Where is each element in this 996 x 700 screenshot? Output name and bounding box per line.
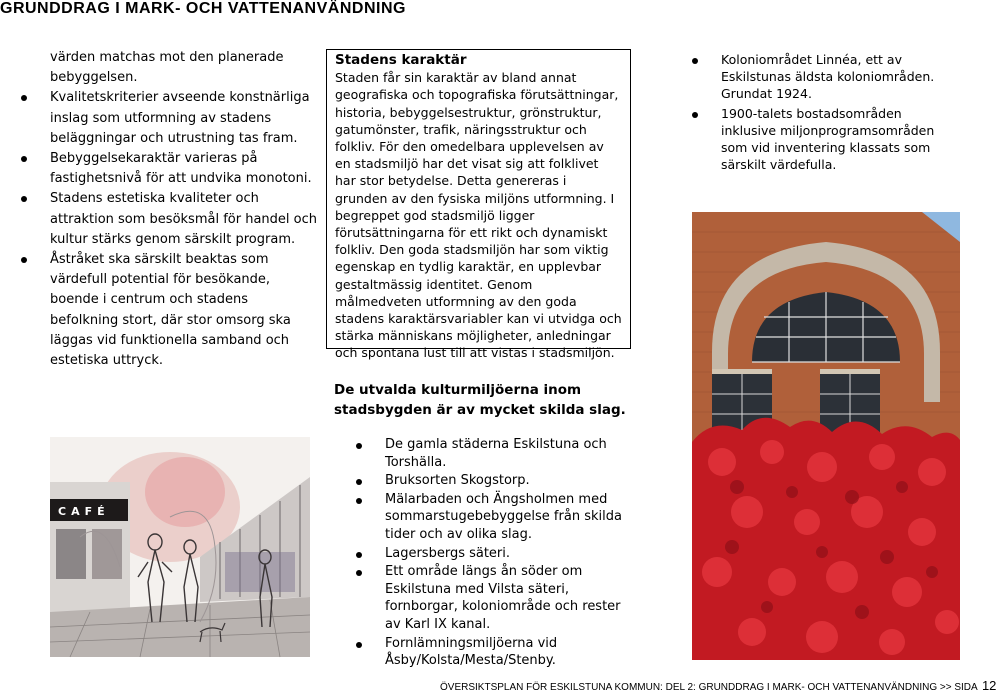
bullet-icon: [21, 196, 27, 202]
footer-text: ÖVERSIKTSPLAN FÖR ESKILSTUNA KOMMUN: DEL 2: GRUNDDRAG I MARK- OCH VATTENANVÄNDNING: [440, 682, 938, 693]
bullet-icon: [21, 156, 27, 162]
bullet-icon: [356, 443, 362, 449]
list-item: Koloniområdet Linnéa, ett av Eskilstunas äldsta koloniområden. Grundat 1924.: [721, 51, 956, 103]
info-box: [326, 49, 631, 361]
list-item: Stadens estetiska kvaliteter och attraktion som besöksmål för handel och kultur stärks genom särskilt program.: [50, 189, 320, 250]
list-item: Åstråket ska särskilt beaktas som värdefull potential för besökande, boende i centrum och stadens befolkning stort, där stor omsorg ska läggas vid funktionella samband och estetiska uttryck.: [50, 250, 320, 371]
page-footer: [440, 678, 996, 695]
bullet-icon: [21, 257, 27, 263]
continuation-text: värden matchas mot den planerade bebyggelsen.: [50, 50, 284, 86]
list-item: De gamla städerna Eskilstuna och Torshälla.: [385, 436, 635, 471]
list-item: Bebyggelsekaraktär varieras på fastighetsnivå för att undvika monotoni.: [50, 149, 320, 189]
bullet-icon: [692, 112, 698, 118]
bullet-icon: [692, 58, 698, 64]
page-number: 12: [981, 678, 996, 693]
footer-separator: >>: [939, 682, 952, 693]
list-item: 1900-talets bostadsområden inklusive miljonprogramsområden som vid inventering klassats som särskilt värdefulla.: [721, 105, 956, 174]
cafe-sign-text: CAFÉ: [58, 505, 110, 518]
bullet-icon: [356, 570, 362, 576]
list-item: Fornlämningsmiljöerna vid Åsby/Kolsta/Mesta/Stenby.: [385, 635, 635, 670]
bullet-icon: [356, 552, 362, 558]
info-box-body: Staden får sin karaktär av bland annat geografiska och topografiska förutsättningar, historia, bebyggelsestruktur, grönstruktur, gatumönster, trafik, näringsstruktur och folkliv. För den omedelbara upplevelsen av en stadsmiljö har det visat sig att folklivet har stor betydelse. Detta genereras i grunden av den fysiska miljöns utformning. I begreppet god stadsmiljö ligger förutsättningarna för ett rikt och dynamiskt folkliv. Den goda stadsmiljön har som viktig egenskap en tydlig karaktär, en upplevbar gestaltmässig identitet. Genom målmedveten utformning av den goda stadens karaktärsvariabler kan vi utvidga och stärka människans möjligheter, anledningar och spontana lust till att vistas i stadsmiljön.: [335, 70, 622, 361]
list-item: Kvalitetskriterier avseende konstnärliga inslag som utformning av stadens beläggningar och utrustning tas fram.: [50, 88, 320, 149]
list-item: Bruksorten Skogstorp.: [385, 472, 635, 490]
street-cafe-sketch-illustration: [50, 437, 310, 657]
residential-areas-list: [721, 51, 956, 175]
criteria-list: [50, 88, 320, 371]
section-subheading: De utvalda kulturmiljöerna inom stadsbygden är av mycket skilda slag.: [334, 382, 626, 418]
page-header-title: GRUNDDRAG I MARK- OCH VATTENANVÄNDNING: [0, 0, 406, 17]
bullet-icon: [356, 498, 362, 504]
cultural-environments-list: [385, 436, 635, 671]
brick-building-photo: [692, 212, 960, 660]
bullet-icon: [21, 95, 27, 101]
list-item: Ett område längs ån söder om Eskilstuna med Vilsta säteri, fornborgar, koloniområde och rester av Karl IX kanal.: [385, 563, 635, 633]
info-box-title: Stadens karaktär: [335, 52, 467, 68]
footer-page-label: SIDA: [954, 682, 978, 693]
bullet-icon: [356, 479, 362, 485]
bullet-icon: [356, 642, 362, 648]
list-item: Lagersbergs säteri.: [385, 545, 635, 563]
list-item: Mälarbaden och Ängsholmen med sommarstugebebyggelse från skilda tider och av olika slag.: [385, 491, 635, 544]
left-column: [50, 48, 320, 371]
